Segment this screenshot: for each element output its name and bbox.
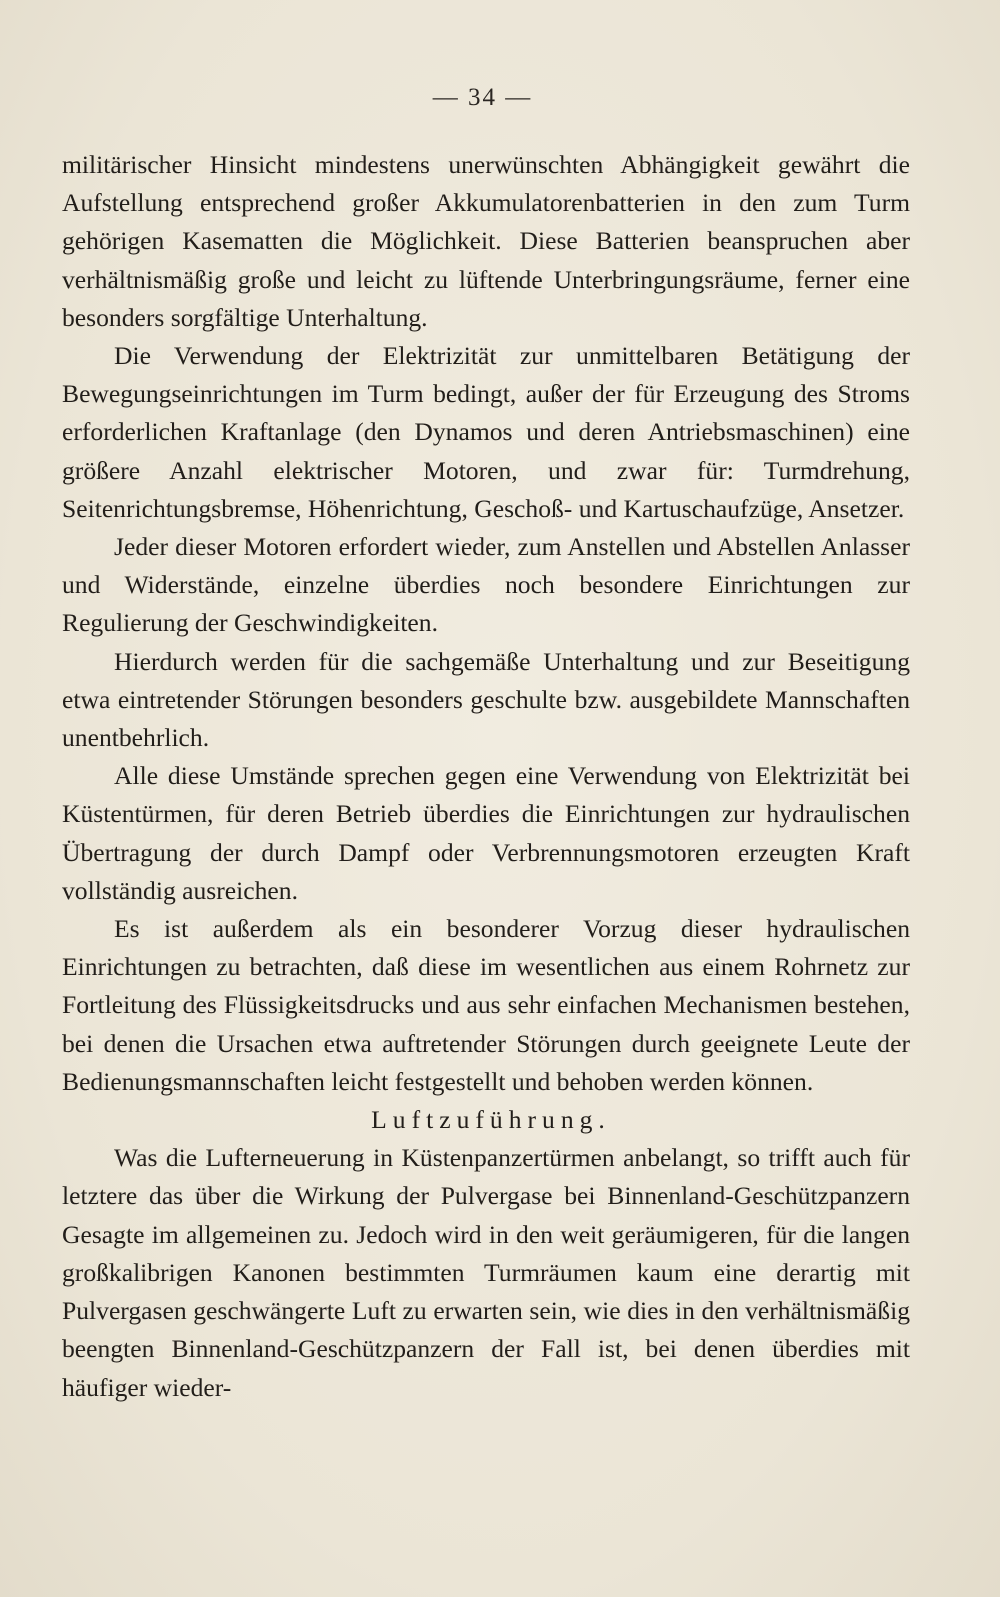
- paragraph-5: Alle diese Umstände sprechen gegen eine Verwendung von Elektrizität bei Küstentürmen, für deren Betrieb überdies die Einrichtungen zur hydraulischen Übertragung der durch Dampf oder Verbrennungsmotoren erzeugten Kraft vollständig ausreichen.: [62, 761, 910, 905]
- paragraph-7: Was die Lufterneuerung in Küstenpanzertürmen anbelangt, so trifft auch für letztere das über die Wirkung der Pulvergase bei Binnenland-Geschützpanzern Gesagte im allgemeinen zu. Jedoch wird in den weit geräumigeren, für die langen großkalibrigen Kanonen bestimmten Turmräumen kaum eine derartig mit Pulvergasen geschwängerte Luft zu erwarten sein, wie dies in den verhältnismäßig beengten Binnenland-Geschützpanzern der Fall ist, bei denen überdies mit häufiger wieder-: [62, 1143, 910, 1402]
- page-number: — 34 —: [432, 84, 533, 111]
- paragraph-1: militärischer Hinsicht mindestens unerwünschten Abhängigkeit gewährt die Aufstellung entsprechend großer Akkumulatorenbatterien in den zum Turm gehörigen Kasematten die Möglichkeit. Diese Batterien beanspruchen aber verhältnismäßig große und leicht zu lüftende Unterbringungsräume, ferner eine besonders sorgfältige Unterhaltung.: [62, 150, 910, 332]
- paragraph-2: Die Verwendung der Elektrizität zur unmittelbaren Betätigung der Bewegungseinrichtungen im Turm bedingt, außer der für Erzeugung des Stroms erforderlichen Kraftanlage (den Dynamos und deren Antriebsmaschinen) eine größere Anzahl elektrischer Motoren, und zwar für: Turmdrehung, Seitenrichtungsbremse, Höhenrichtung, Geschoß- und Kartuschaufzüge, Ansetzer.: [62, 341, 910, 523]
- paragraph-6: Es ist außerdem als ein besonderer Vorzug dieser hydraulischen Einrichtungen zu betrachten, daß diese im wesentlichen aus einem Rohrnetz zur Fortleitung des Flüssigkeitsdrucks und aus sehr einfachen Mechanismen bestehen, bei denen die Ursachen etwa auftretender Störungen durch geeignete Leute der Bedienungsmannschaften leicht festgestellt und behoben werden können.: [62, 914, 910, 1096]
- paragraph-4: Hierdurch werden für die sachgemäße Unterhaltung und zur Beseitigung etwa eintretender Störungen besonders geschulte bzw. ausgebildete Mannschaften unentbehrlich.: [62, 646, 910, 753]
- paragraph-3: Jeder dieser Motoren erfordert wieder, zum Anstellen und Abstellen Anlasser und Widerstände, einzelne überdies noch besondere Einrichtungen zur Regulierung der Geschwindigkeiten.: [62, 532, 910, 638]
- page-body: [62, 146, 910, 1407]
- section-heading: Luftzuführung.: [371, 1105, 611, 1135]
